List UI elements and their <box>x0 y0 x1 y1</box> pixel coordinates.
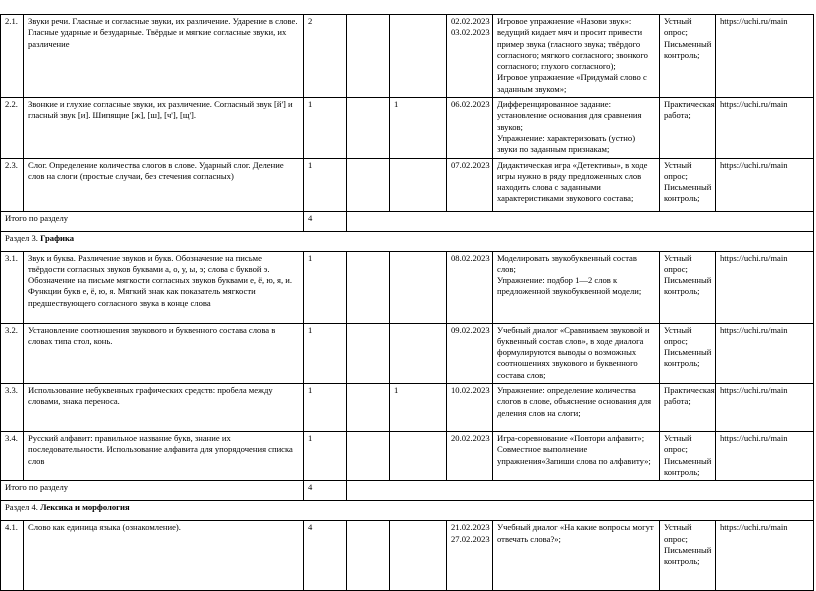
hours-practice <box>390 15 447 98</box>
lesson-topic: Звуки речи. Гласные и согласные звуки, их различение. Ударение в слове. Гласные ударные и безударные. Твёрдые и мягкие согласные звуки, их различение <box>24 15 304 98</box>
resource-link[interactable]: https://uchi.ru/main <box>716 15 814 98</box>
section-title: Графика <box>40 232 75 243</box>
resource-link[interactable]: https://uchi.ru/main <box>716 384 814 432</box>
lesson-number: 2.3. <box>1 158 24 211</box>
lesson-plan-table <box>0 14 814 591</box>
section-header-row <box>1 501 814 521</box>
hours-total: 1 <box>304 432 347 481</box>
lesson-number: 2.1. <box>1 15 24 98</box>
lesson-row <box>1 251 814 323</box>
resource-link[interactable]: https://uchi.ru/main <box>716 323 814 383</box>
hours-practice: 1 <box>390 98 447 158</box>
hours-control <box>347 251 390 323</box>
lesson-date: 06.02.2023 <box>447 98 493 158</box>
hours-control <box>347 432 390 481</box>
hours-practice: 1 <box>390 384 447 432</box>
lesson-date: 20.02.2023 <box>447 432 493 481</box>
lesson-number: 4.1. <box>1 521 24 591</box>
hours-total: 4 <box>304 521 347 591</box>
lesson-number: 3.4. <box>1 432 24 481</box>
activity-description: Дидактическая игра «Детективы», в ходе игры нужно в ряду предложенных слов находить слова с заданными характеристиками звукового состава; <box>493 158 660 211</box>
lesson-row <box>1 158 814 211</box>
lesson-row <box>1 384 814 432</box>
lesson-topic: Звук и буква. Различение звуков и букв. Обозначение на письме твёрдости согласных звуков буквами а, о, у, ы, э; слова с буквой э. Обозначение на письме мягкости согласных звуков буквами е, ё, ю, я, и. Функции букв е, ё, ю, я. Мягкий знак как показатель мягкости предшествующего согласного звука в конце слова <box>24 251 304 323</box>
activity-description: Упражнение: определение количества слогов в слове, объяснение основания для деления слов на слоги; <box>493 384 660 432</box>
activity-description: Игра-соревнование «Повтори алфавит»; Совместное выполнение упражнения«Запиши слова по алфавиту»; <box>493 432 660 481</box>
control-form: Практическая работа; <box>660 384 716 432</box>
total-label: Итого по разделу <box>1 481 304 501</box>
lesson-row <box>1 521 814 591</box>
section-header <box>1 231 814 251</box>
hours-control <box>347 158 390 211</box>
lesson-number: 3.2. <box>1 323 24 383</box>
lesson-topic: Использование небуквенных графических средств: пробела между словами, знака переноса. <box>24 384 304 432</box>
lesson-topic: Слог. Определение количества слогов в слове. Ударный слог. Деление слов на слоги (простые случаи, без стечения согласных) <box>24 158 304 211</box>
hours-total: 1 <box>304 98 347 158</box>
lesson-date: 02.02.2023 03.02.2023 <box>447 15 493 98</box>
total-hours: 4 <box>304 481 347 501</box>
hours-total: 2 <box>304 15 347 98</box>
total-empty <box>347 481 814 501</box>
total-label: Итого по разделу <box>1 211 304 231</box>
section-header <box>1 501 814 521</box>
resource-link[interactable]: https://uchi.ru/main <box>716 251 814 323</box>
lesson-number: 2.2. <box>1 98 24 158</box>
lesson-row <box>1 323 814 383</box>
control-form: Устный опрос; Письменный контроль; <box>660 251 716 323</box>
lesson-row <box>1 98 814 158</box>
activity-description: Учебный диалог «Сравниваем звуковой и буквенный состав слов», в ходе диалога формулируются выводы о возможных соотношениях звукового и буквенного состава слов; <box>493 323 660 383</box>
lesson-date: 21.02.2023 27.02.2023 <box>447 521 493 591</box>
hours-practice <box>390 432 447 481</box>
hours-total: 1 <box>304 251 347 323</box>
lesson-topic: Русский алфавит: правильное название букв, знание их последовательности. Использование алфавита для упорядочения списка слов <box>24 432 304 481</box>
lesson-date: 09.02.2023 <box>447 323 493 383</box>
hours-control <box>347 98 390 158</box>
total-hours: 4 <box>304 211 347 231</box>
hours-practice <box>390 251 447 323</box>
hours-practice <box>390 521 447 591</box>
hours-practice <box>390 323 447 383</box>
resource-link[interactable]: https://uchi.ru/main <box>716 432 814 481</box>
lesson-topic: Звонкие и глухие согласные звуки, их различение. Согласный звук [й'] и гласный звук [и]. Шипящие [ж], [ш], [ч'], [щ']. <box>24 98 304 158</box>
hours-practice <box>390 158 447 211</box>
hours-control <box>347 15 390 98</box>
activity-description: Учебный диалог «На какие вопросы могут отвечать слова?»; <box>493 521 660 591</box>
resource-link[interactable]: https://uchi.ru/main <box>716 158 814 211</box>
section-prefix: Раздел 3. <box>5 232 41 243</box>
resource-link[interactable]: https://uchi.ru/main <box>716 521 814 591</box>
control-form: Устный опрос; Письменный контроль; <box>660 323 716 383</box>
hours-total: 1 <box>304 323 347 383</box>
lesson-topic: Установление соотношения звукового и буквенного состава слова в словах типа стол, конь. <box>24 323 304 383</box>
section-title: Лексика и морфология <box>40 502 130 513</box>
hours-control <box>347 384 390 432</box>
total-empty <box>347 211 814 231</box>
hours-control <box>347 323 390 383</box>
activity-description: Моделировать звукобуквенный состав слов; Упражнение: подбор 1—2 слов к предложенной звукобуквенной модели; <box>493 251 660 323</box>
control-form: Устный опрос; Письменный контроль; <box>660 432 716 481</box>
control-form: Практическая работа; <box>660 98 716 158</box>
hours-total: 1 <box>304 384 347 432</box>
lesson-date: 08.02.2023 <box>447 251 493 323</box>
section-prefix: Раздел 4. <box>5 502 41 513</box>
lesson-number: 3.1. <box>1 251 24 323</box>
lesson-topic: Слово как единица языка (ознакомление). <box>24 521 304 591</box>
control-form: Устный опрос; Письменный контроль; <box>660 521 716 591</box>
hours-control <box>347 521 390 591</box>
lesson-row <box>1 432 814 481</box>
activity-description: Игровое упражнение «Назови звук»: ведущий кидает мяч и просит привести пример звука (гласного звука; твёрдого согласного; мягкого согласного; звонкого согласного; глухого согласного); Игровое упражнение «Придумай слово с заданным звуком»; <box>493 15 660 98</box>
resource-link[interactable]: https://uchi.ru/main <box>716 98 814 158</box>
section-total-row <box>1 481 814 501</box>
control-form: Устный опрос; Письменный контроль; <box>660 15 716 98</box>
lesson-date: 07.02.2023 <box>447 158 493 211</box>
lesson-number: 3.3. <box>1 384 24 432</box>
hours-total: 1 <box>304 158 347 211</box>
lesson-row <box>1 15 814 98</box>
section-total-row <box>1 211 814 231</box>
section-header-row <box>1 231 814 251</box>
lesson-date: 10.02.2023 <box>447 384 493 432</box>
control-form: Устный опрос; Письменный контроль; <box>660 158 716 211</box>
activity-description: Дифференцированное задание: установление основания для сравнения звуков; Упражнение: характеризовать (устно) звуки по заданным признакам; <box>493 98 660 158</box>
